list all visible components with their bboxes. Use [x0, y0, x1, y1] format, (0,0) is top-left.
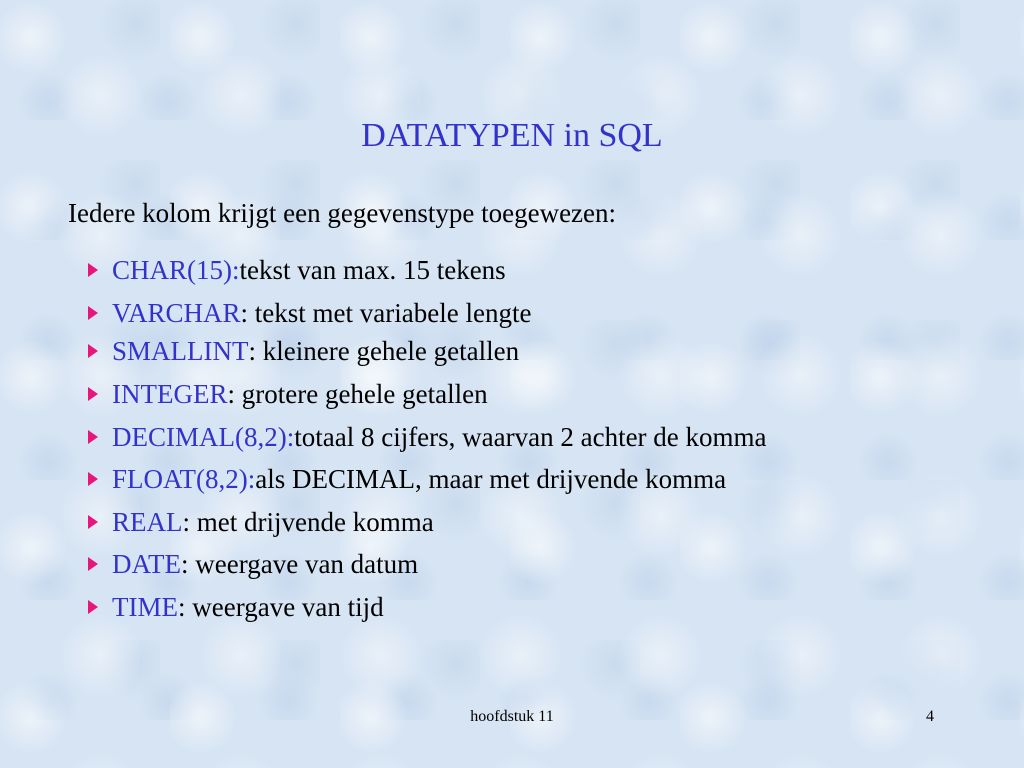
- triangle-right-icon: [88, 600, 98, 614]
- list-item: [88, 296, 531, 330]
- datatype-keyword: REAL: [112, 507, 183, 537]
- datatype-description: : weergave van tijd: [177, 592, 384, 622]
- datatype-keyword: DATE: [112, 549, 181, 579]
- triangle-right-icon: [88, 515, 98, 529]
- list-item: [88, 377, 488, 411]
- list-item: [88, 334, 519, 368]
- datatype-keyword: FLOAT(8,2):: [112, 464, 256, 494]
- intro-text: Iedere kolom krijgt een gegevenstype toegewezen:: [68, 198, 617, 228]
- datatype-keyword: INTEGER: [112, 379, 228, 409]
- triangle-right-icon: [88, 344, 98, 358]
- list-item: [88, 590, 384, 624]
- datatype-description: : kleinere gehele getallen: [248, 336, 520, 366]
- datatype-keyword: SMALLINT: [112, 336, 249, 366]
- triangle-right-icon: [88, 387, 98, 401]
- list-item: [88, 420, 767, 454]
- list-item: [88, 253, 506, 287]
- datatype-description: tekst van max. 15 tekens: [239, 255, 506, 285]
- datatype-keyword: CHAR(15):: [112, 255, 240, 285]
- triangle-right-icon: [88, 557, 98, 571]
- datatype-description: : tekst met variabele lengte: [240, 298, 532, 328]
- list-item: [88, 462, 726, 496]
- triangle-right-icon: [88, 430, 98, 444]
- datatype-keyword: TIME: [112, 592, 178, 622]
- datatype-description: : met drijvende komma: [182, 507, 434, 537]
- slide-title: DATATYPEN in SQL: [361, 117, 663, 154]
- datatype-description: als DECIMAL, maar met drijvende komma: [255, 464, 727, 494]
- footer-chapter: hoofdstuk 11: [470, 708, 554, 725]
- list-item: [88, 547, 418, 581]
- datatype-description: : grotere gehele getallen: [227, 379, 488, 409]
- page-number: 4: [926, 708, 934, 725]
- triangle-right-icon: [88, 263, 98, 277]
- datatype-keyword: VARCHAR: [112, 298, 241, 328]
- triangle-right-icon: [88, 472, 98, 486]
- datatype-description: totaal 8 cijfers, waarvan 2 achter de komma: [294, 422, 767, 452]
- datatype-description: : weergave van datum: [181, 549, 419, 579]
- triangle-right-icon: [88, 306, 98, 320]
- datatype-keyword: DECIMAL(8,2):: [112, 422, 295, 452]
- list-item: [88, 505, 434, 539]
